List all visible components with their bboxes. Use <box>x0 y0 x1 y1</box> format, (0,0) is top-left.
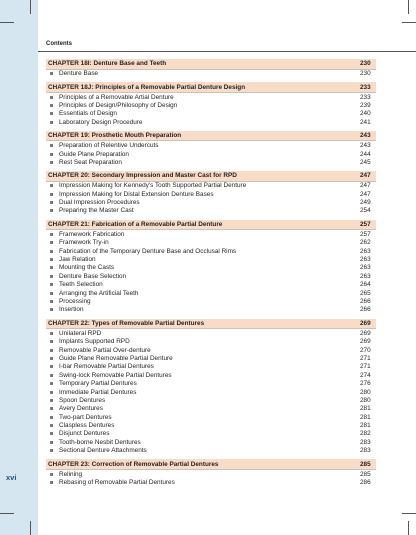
toc-entry-left <box>48 264 114 271</box>
square-bullet-icon <box>50 357 53 360</box>
toc-entry-page-number: 247 <box>360 182 371 190</box>
toc-entry[interactable] <box>46 289 376 297</box>
square-bullet-icon <box>50 481 53 484</box>
square-bullet-icon <box>50 201 53 204</box>
toc-entry[interactable] <box>46 158 376 166</box>
chapter-title: CHAPTER 22: Types of Removable Partial Dentures <box>48 319 205 327</box>
toc-entry-page-number: 240 <box>360 110 371 118</box>
toc-entry-page-number: 280 <box>360 396 371 404</box>
square-bullet-icon <box>50 424 53 427</box>
toc-entry-label: Dual Impression Procedures <box>59 199 140 207</box>
toc-entry-left <box>48 207 134 214</box>
toc-entry[interactable] <box>46 297 376 305</box>
toc-entry-label: Sectional Denture Attachments <box>59 447 147 455</box>
chapter-section <box>46 171 376 215</box>
square-bullet-icon <box>50 275 53 278</box>
toc-entry-page-number: 244 <box>360 150 371 158</box>
square-bullet-icon <box>50 184 53 187</box>
crop-mark <box>0 513 14 514</box>
toc-entry-page-number: 283 <box>360 438 371 446</box>
chapter-section <box>46 220 376 314</box>
square-bullet-icon <box>50 283 53 286</box>
chapter-page-number: 243 <box>360 132 371 140</box>
square-bullet-icon <box>50 407 53 410</box>
square-bullet-icon <box>50 250 53 253</box>
toc-entry[interactable] <box>46 421 376 429</box>
square-bullet-icon <box>50 332 53 335</box>
toc-entry-left <box>48 471 82 478</box>
chapter-page-number: 285 <box>360 460 371 468</box>
toc-entry-page-number: 274 <box>360 371 371 379</box>
toc-entry-page-number: 263 <box>360 247 371 255</box>
square-bullet-icon <box>50 374 53 377</box>
toc-entry[interactable] <box>46 281 376 289</box>
toc-entry[interactable] <box>46 93 376 101</box>
left-margin-band <box>0 0 38 535</box>
toc-entry[interactable] <box>46 198 376 206</box>
toc-entry-left <box>48 414 112 421</box>
toc-entry-label: Mounting the Casts <box>59 264 115 272</box>
toc-entry-page-number: 262 <box>360 239 371 247</box>
square-bullet-icon <box>50 382 53 385</box>
toc-entry-page-number: 241 <box>360 118 371 126</box>
toc-entry-left <box>48 338 130 345</box>
square-bullet-icon <box>50 399 53 402</box>
toc-entry-page-number: 270 <box>360 346 371 354</box>
chapter-section <box>46 319 376 455</box>
toc-entry-left <box>48 306 84 313</box>
square-bullet-icon <box>50 193 53 196</box>
toc-entry[interactable] <box>46 396 376 404</box>
crop-mark <box>30 521 31 535</box>
toc-entry-label: Removable Partial Over-denture <box>59 346 151 354</box>
toc-entry[interactable] <box>46 379 376 387</box>
square-bullet-icon <box>50 112 53 115</box>
toc-entry-label: Avery Dentures <box>59 405 103 413</box>
toc-entry-label: Tooth-borne Nesbit Dentures <box>59 438 141 446</box>
crop-mark <box>402 22 416 23</box>
square-bullet-icon <box>50 391 53 394</box>
toc-entry-left <box>48 430 109 437</box>
square-bullet-icon <box>50 121 53 124</box>
toc-entry-left <box>48 281 103 288</box>
toc-entry-left <box>48 298 91 305</box>
toc-entry-label: Impression Making for Kennedy's Tooth Supported Partial Denture <box>59 182 247 190</box>
toc-entry[interactable] <box>46 207 376 215</box>
toc-entry[interactable] <box>46 329 376 337</box>
toc-entry[interactable] <box>46 255 376 263</box>
chapter-page-number: 269 <box>360 319 371 327</box>
crop-mark <box>408 521 409 535</box>
toc-entry-page-number: 280 <box>360 388 371 396</box>
toc-entry-page-number: 276 <box>360 380 371 388</box>
table-of-contents <box>46 59 376 491</box>
toc-entry[interactable] <box>46 363 376 371</box>
toc-entry-page-number: 233 <box>360 93 371 101</box>
toc-entry[interactable] <box>46 346 376 354</box>
square-bullet-icon <box>50 292 53 295</box>
toc-entry-label: Framework Fabrication <box>59 230 125 238</box>
toc-entry-label: Spoon Dentures <box>59 396 106 404</box>
toc-entry[interactable] <box>46 118 376 126</box>
toc-entry-page-number: 286 <box>360 479 371 487</box>
toc-entry-label: Preparing the Master Cast <box>59 207 134 215</box>
toc-entry-label: Disjunct Dentures <box>59 430 110 438</box>
square-bullet-icon <box>50 432 53 435</box>
toc-entry[interactable] <box>46 150 376 158</box>
toc-entry-page-number: 281 <box>360 413 371 421</box>
toc-entry-label: I-bar Removable Partial Dentures <box>59 363 154 371</box>
crop-mark <box>402 513 416 514</box>
toc-entry[interactable] <box>46 272 376 280</box>
toc-entry-left <box>48 248 236 255</box>
toc-entry-page-number: 264 <box>360 281 371 289</box>
toc-entry-page-number: 247 <box>360 190 371 198</box>
toc-entry-left <box>48 422 114 429</box>
toc-entry-page-number: 283 <box>360 447 371 455</box>
toc-entry-label: Denture Base Selection <box>59 272 127 280</box>
toc-entry-page-number: 263 <box>360 264 371 272</box>
toc-entry-page-number: 266 <box>360 298 371 305</box>
chapter-title: CHAPTER 20: Secondary Impression and Master Cast for RPD <box>48 172 237 180</box>
crop-mark <box>30 0 31 14</box>
toc-entry-left <box>48 191 214 198</box>
chapter-heading[interactable] <box>46 82 376 93</box>
chapter-heading[interactable] <box>46 319 376 330</box>
toc-entry-label: Unilateral RPD <box>59 329 102 337</box>
toc-entry[interactable] <box>46 405 376 413</box>
toc-entry-label: Jaw Relation <box>59 256 96 264</box>
toc-entry-left <box>48 151 129 158</box>
toc-entry-left <box>48 372 172 379</box>
toc-entry-label: Claspless Dentures <box>59 422 115 430</box>
toc-entry[interactable] <box>46 430 376 438</box>
toc-entry-left <box>48 70 98 77</box>
square-bullet-icon <box>50 258 53 261</box>
toc-entry-page-number: 271 <box>360 354 371 362</box>
toc-entry[interactable] <box>46 388 376 396</box>
toc-entry-page-number: 257 <box>360 230 371 238</box>
square-bullet-icon <box>50 473 53 476</box>
square-bullet-icon <box>50 441 53 444</box>
toc-entry-label: Framework Try-in <box>59 239 109 247</box>
toc-entry[interactable] <box>46 306 376 314</box>
toc-entry-left <box>48 397 105 404</box>
chapter-title: CHAPTER 18I: Denture Base and Teeth <box>48 60 167 68</box>
toc-entry-label: Teeth Selection <box>59 281 103 289</box>
toc-entry[interactable] <box>46 371 376 379</box>
toc-entry-left <box>48 273 126 280</box>
toc-entry-label: Guide Plane Preparation <box>59 150 129 158</box>
square-bullet-icon <box>50 96 53 99</box>
toc-entry[interactable] <box>46 141 376 149</box>
square-bullet-icon <box>50 266 53 269</box>
page-number: xvi <box>6 473 17 482</box>
toc-entry-left <box>48 290 138 297</box>
toc-entry-page-number: 249 <box>360 199 371 207</box>
toc-entry-left <box>48 239 109 246</box>
chapter-title: CHAPTER 18J: Principles of a Removable Partial Denture Design <box>48 83 246 91</box>
chapter-section <box>46 459 376 486</box>
square-bullet-icon <box>50 340 53 343</box>
toc-entry-left <box>48 439 141 446</box>
toc-entry-left <box>48 479 175 486</box>
toc-entry-label: Principles of a Removable Artial Denture <box>59 93 174 101</box>
header-rule <box>38 51 416 52</box>
toc-entry-left <box>48 142 158 149</box>
toc-entry-left <box>48 256 96 263</box>
toc-entry-page-number: 245 <box>360 158 371 166</box>
chapter-page-number: 233 <box>360 83 371 91</box>
square-bullet-icon <box>50 233 53 236</box>
toc-entry-label: Rest Seat Preparation <box>59 158 122 166</box>
chapter-title: CHAPTER 23: Correction of Removable Partial Dentures <box>48 460 219 468</box>
toc-entry-page-number: 230 <box>360 70 371 78</box>
chapter-heading[interactable] <box>46 131 376 142</box>
toc-entry[interactable] <box>46 337 376 345</box>
toc-entry-label: Rebasing of Removable Partial Dentures <box>59 479 175 487</box>
toc-entry-label: Impression Making for Distal Extension Denture Bases <box>59 190 214 198</box>
square-bullet-icon <box>50 153 53 156</box>
toc-entry-left <box>48 380 137 387</box>
toc-entry-label: Temporary Partial Dentures <box>59 380 137 388</box>
square-bullet-icon <box>50 161 53 164</box>
chapter-heading[interactable] <box>46 220 376 231</box>
toc-entry-label: Relining <box>59 470 83 478</box>
square-bullet-icon <box>50 449 53 452</box>
running-header: Contents <box>46 41 72 47</box>
toc-entry-left <box>48 119 142 126</box>
chapter-heading[interactable] <box>46 459 376 470</box>
toc-entry-label: Processing <box>59 298 91 305</box>
toc-entry[interactable] <box>46 247 376 255</box>
toc-entry-page-number: 269 <box>360 329 371 337</box>
toc-entry-page-number: 239 <box>360 101 371 109</box>
toc-entry[interactable] <box>46 438 376 446</box>
toc-entry-left <box>48 110 117 117</box>
toc-entry[interactable] <box>46 413 376 421</box>
toc-entry[interactable] <box>46 182 376 190</box>
square-bullet-icon <box>50 300 53 303</box>
toc-entry-label: Implants Supported RPD <box>59 338 130 346</box>
toc-entry-left <box>48 355 173 362</box>
toc-entry-page-number: 263 <box>360 272 371 280</box>
toc-entry[interactable] <box>46 354 376 362</box>
toc-entry[interactable] <box>46 101 376 109</box>
square-bullet-icon <box>50 241 53 244</box>
toc-entry-page-number: 263 <box>360 256 371 264</box>
toc-entry[interactable] <box>46 190 376 198</box>
toc-entry-label: Essentials of Design <box>59 110 117 118</box>
chapter-page-number: 247 <box>360 172 371 180</box>
toc-entry-page-number: 281 <box>360 405 371 413</box>
chapter-heading[interactable] <box>46 59 376 70</box>
chapter-section <box>46 59 376 78</box>
toc-entry-label: Swing-lock Removable Partial Dentures <box>59 371 172 379</box>
toc-entry-left <box>48 347 151 354</box>
toc-entry-page-number: 269 <box>360 338 371 346</box>
crop-mark <box>408 0 409 14</box>
toc-entry-left <box>48 102 177 109</box>
toc-entry[interactable] <box>46 478 376 486</box>
toc-entry-label: Denture Base <box>59 70 99 78</box>
square-bullet-icon <box>50 72 53 75</box>
chapter-page-number: 257 <box>360 220 371 228</box>
toc-entry-left <box>48 330 101 337</box>
toc-entry-label: Insertion <box>59 306 84 314</box>
toc-entry-left <box>48 363 154 370</box>
toc-entry-page-number: 271 <box>360 363 371 371</box>
square-bullet-icon <box>50 416 53 419</box>
toc-entry-page-number: 254 <box>360 207 371 215</box>
toc-entry-page-number: 281 <box>360 422 371 430</box>
toc-entry[interactable] <box>46 470 376 478</box>
square-bullet-icon <box>50 365 53 368</box>
toc-entry-left <box>48 199 140 206</box>
square-bullet-icon <box>50 144 53 147</box>
toc-entry-left <box>48 231 124 238</box>
toc-entry-page-number: 282 <box>360 430 371 438</box>
toc-entry-page-number: 265 <box>360 289 371 297</box>
toc-entry-left <box>48 159 122 166</box>
toc-entry-label: Principles of Design/Philosophy of Design <box>59 101 178 109</box>
chapter-section <box>46 82 376 126</box>
chapter-heading[interactable] <box>46 171 376 182</box>
toc-entry-label: Two-part Dentures <box>59 413 112 421</box>
toc-entry-label: Arranging the Artificial Teeth <box>59 289 139 297</box>
toc-entry[interactable] <box>46 230 376 238</box>
toc-entry-left <box>48 447 147 454</box>
toc-entry-page-number: 285 <box>360 470 371 478</box>
square-bullet-icon <box>50 349 53 352</box>
square-bullet-icon <box>50 104 53 107</box>
crop-mark <box>0 22 14 23</box>
toc-entry[interactable] <box>46 110 376 118</box>
toc-entry-page-number: 266 <box>360 306 371 314</box>
toc-entry-left <box>48 389 136 396</box>
toc-entry[interactable] <box>46 264 376 272</box>
toc-entry-left <box>48 405 103 412</box>
chapter-title: CHAPTER 19: Prosthetic Mouth Preparation <box>48 132 182 140</box>
toc-entry-left <box>48 182 246 189</box>
toc-entry[interactable] <box>46 70 376 78</box>
square-bullet-icon <box>50 308 53 311</box>
toc-entry-label: Guide Plane Removable Partial Denture <box>59 354 173 362</box>
square-bullet-icon <box>50 209 53 212</box>
toc-entry-page-number: 243 <box>360 142 371 150</box>
toc-entry-label: Preparation of Relentive Undercuts <box>59 142 159 150</box>
toc-entry-label: Immediate Partial Dentures <box>59 388 137 396</box>
toc-entry[interactable] <box>46 239 376 247</box>
chapter-page-number: 230 <box>360 60 371 68</box>
chapter-title: CHAPTER 21: Fabrication of a Removable Partial Denture <box>48 220 223 228</box>
toc-entry-label: Laboratory Design Procedure <box>59 118 143 126</box>
toc-entry-label: Fabrication of the Temporary Denture Base and Occlusal Rims <box>59 247 237 255</box>
chapter-section <box>46 131 376 167</box>
toc-entry[interactable] <box>46 447 376 455</box>
toc-entry-left <box>48 94 174 101</box>
